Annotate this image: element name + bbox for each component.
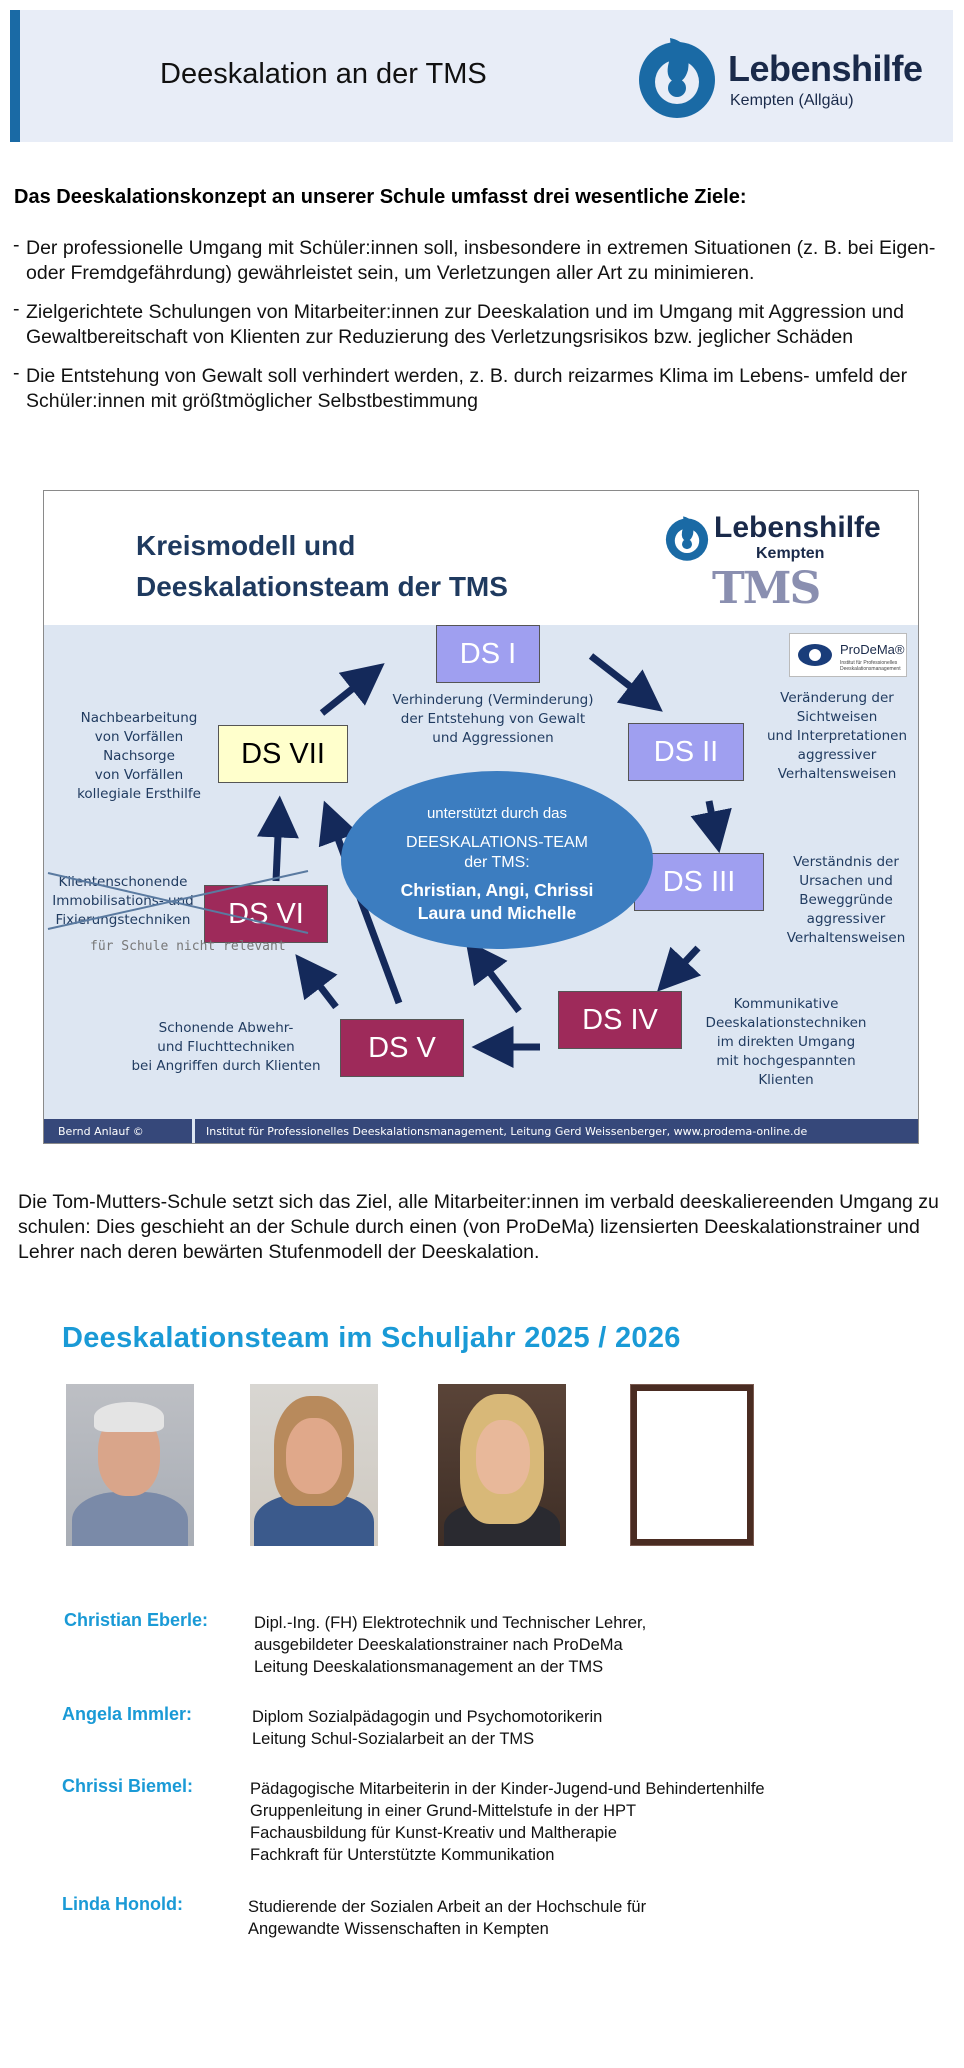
member-name-christian: Christian Eberle:	[64, 1610, 209, 1630]
member-desc-angela: Diplom Sozialpädagogin und Psychomotorikerin Leitung Schul-Sozialarbeit an der TMS	[252, 1708, 603, 1748]
stage-ds4-box: DS IV	[558, 991, 682, 1049]
page-title: Deeskalation an der TMS	[160, 58, 487, 90]
footer-institute: Institut für Professionelles Deeskalationsmanagement, Leitung Gerd Weissenberger, www.prodema-online.de	[206, 1125, 808, 1138]
diagram-title-line2: Deeskalationsteam der TMS	[136, 571, 508, 602]
diagram-logo-wordmark: Lebenshilfe	[714, 511, 881, 544]
stage-ds6-description: Klientenschonende Immobilisations- und Fixierungstechniken	[52, 874, 194, 928]
stage-ds1-box: DS I	[436, 625, 540, 683]
logo-subtitle: Kempten (Allgäu)	[730, 92, 854, 109]
diagram-title-line1: Kreismodell und	[136, 530, 356, 561]
diagram-footer	[44, 1119, 918, 1143]
logo-wordmark: Lebenshilfe	[728, 48, 923, 89]
lebenshilfe-logo-icon	[632, 32, 722, 122]
stage-ds5-box: DS V	[340, 1019, 464, 1077]
stage-ds2-box: DS II	[628, 723, 744, 781]
list-item: - Zielgerichtete Schulungen von Mitarbeiter:innen zur Deeskalation und im Umgang mit Aggression und Gewaltbereitschaft von Klienten zur Reduzierung des Verletzungsrisikos bzw. jeglicher Schäden	[10, 300, 960, 350]
member-name-linda: Linda Honold:	[62, 1894, 183, 1914]
prodema-subtitle: Institut für Professionelles Deeskalationsmanagement	[840, 660, 901, 672]
member-photo-placeholder	[630, 1384, 754, 1546]
stage-ds7-box: DS VII	[218, 725, 348, 783]
intro-heading: Das Deeskalationskonzept an unserer Schule umfasst drei wesentliche Ziele:	[14, 186, 747, 208]
tms-logo: TMS	[712, 563, 820, 614]
member-name-chrissi: Chrissi Biemel:	[62, 1776, 194, 1796]
footer-divider	[192, 1119, 195, 1143]
member-photo-christian	[66, 1384, 194, 1546]
footer-author: Bernd Anlauf ©	[58, 1125, 144, 1138]
stage-ds1-description: Verhinderung (Verminderung) der Entstehung von Gewalt und Aggressionen	[392, 692, 594, 746]
member-desc-chrissi: Pädagogische Mitarbeiterin in der Kinder-Jugend-und Behindertenhilfe Gruppenleitung in einer Grund-Mittelstufe in der HPT Fachausbildung für Kunst-Kreativ und Maltherapie Fachkraft für Unterstützte Kommunikation	[250, 1780, 765, 1864]
team-heading: Deeskalationsteam im Schuljahr 2025 / 2026	[62, 1322, 681, 1354]
stage-ds4-description: Kommunikative Deeskalationstechniken im direkten Umgang mit hochgespannten Klienten	[705, 996, 867, 1088]
circle-model-diagram	[43, 490, 919, 1144]
member-photo-angela	[250, 1384, 378, 1546]
list-item: - Der professionelle Umgang mit Schüler:innen soll, insbesondere in extremen Situationen (z. B. bei Eigen- oder Fremdgefährdung) gewährleistet sein, um Verletzungen aller Art zu minimieren.	[10, 236, 960, 286]
center-line1: unterstützt durch das	[426, 805, 568, 822]
stage-ds5-description: Schonende Abwehr- und Fluchttechniken bei Angriffen durch Klienten	[131, 1020, 321, 1074]
diagram-logo-subtitle: Kempten	[756, 545, 825, 562]
goals-list	[10, 236, 960, 428]
page-header	[10, 10, 953, 142]
center-line2: DEESKALATIONS-TEAM der TMS:	[406, 834, 588, 871]
header-accent-bar	[10, 10, 20, 142]
stage-ds6-note: für Schule nicht relevant	[90, 939, 286, 954]
photo-blank-area	[637, 1391, 747, 1539]
prodema-name: ProDeMa®	[840, 642, 905, 657]
stage-ds3-box: DS III	[634, 853, 764, 911]
member-desc-christian: Dipl.-Ing. (FH) Elektrotechnik und Technischer Lehrer, ausgebildeter Deeskalationstrainer nach ProDeMa Leitung Deeskalationsmanagement an der TMS	[254, 1614, 647, 1676]
training-paragraph: Die Tom-Mutters-Schule setzt sich das Ziel, alle Mitarbeiter:innen im verbald deeskaliereenden Umgang zu schulen: Dies geschieht an der Schule durch einen (von ProDeMa) lizensierten Deeskalationstrainer und Lehrer nach deren bewärten Stufenmodell der Deeskalation.	[18, 1191, 939, 1263]
center-team-ellipse	[341, 771, 653, 949]
stage-ds2-description: Veränderung der Sichtweisen und Interpretationen aggressiver Verhaltensweisen	[766, 690, 908, 782]
list-item: - Die Entstehung von Gewalt soll verhindert werden, z. B. durch reizarmes Klima im Lebens- umfeld der Schüler:innen mit größtmöglicher Selbstbestimmung	[10, 364, 960, 414]
stage-ds6-box: DS VI	[204, 885, 328, 943]
member-name-angela: Angela Immler:	[62, 1704, 193, 1724]
member-desc-linda: Studierende der Sozialen Arbeit an der Hochschule für Angewandte Wissenschaften in Kempten	[248, 1898, 647, 1938]
stage-ds3-description: Verständnis der Ursachen und Beweggründe aggressiver Verhaltensweisen	[786, 854, 906, 946]
member-photo-chrissi	[438, 1384, 566, 1546]
center-line3: Christian, Angi, Chrissi Laura und Michelle	[400, 880, 594, 923]
stage-ds7-description: Nachbearbeitung von Vorfällen Nachsorge von Vorfällen kollegiale Ersthilfe	[77, 710, 201, 802]
